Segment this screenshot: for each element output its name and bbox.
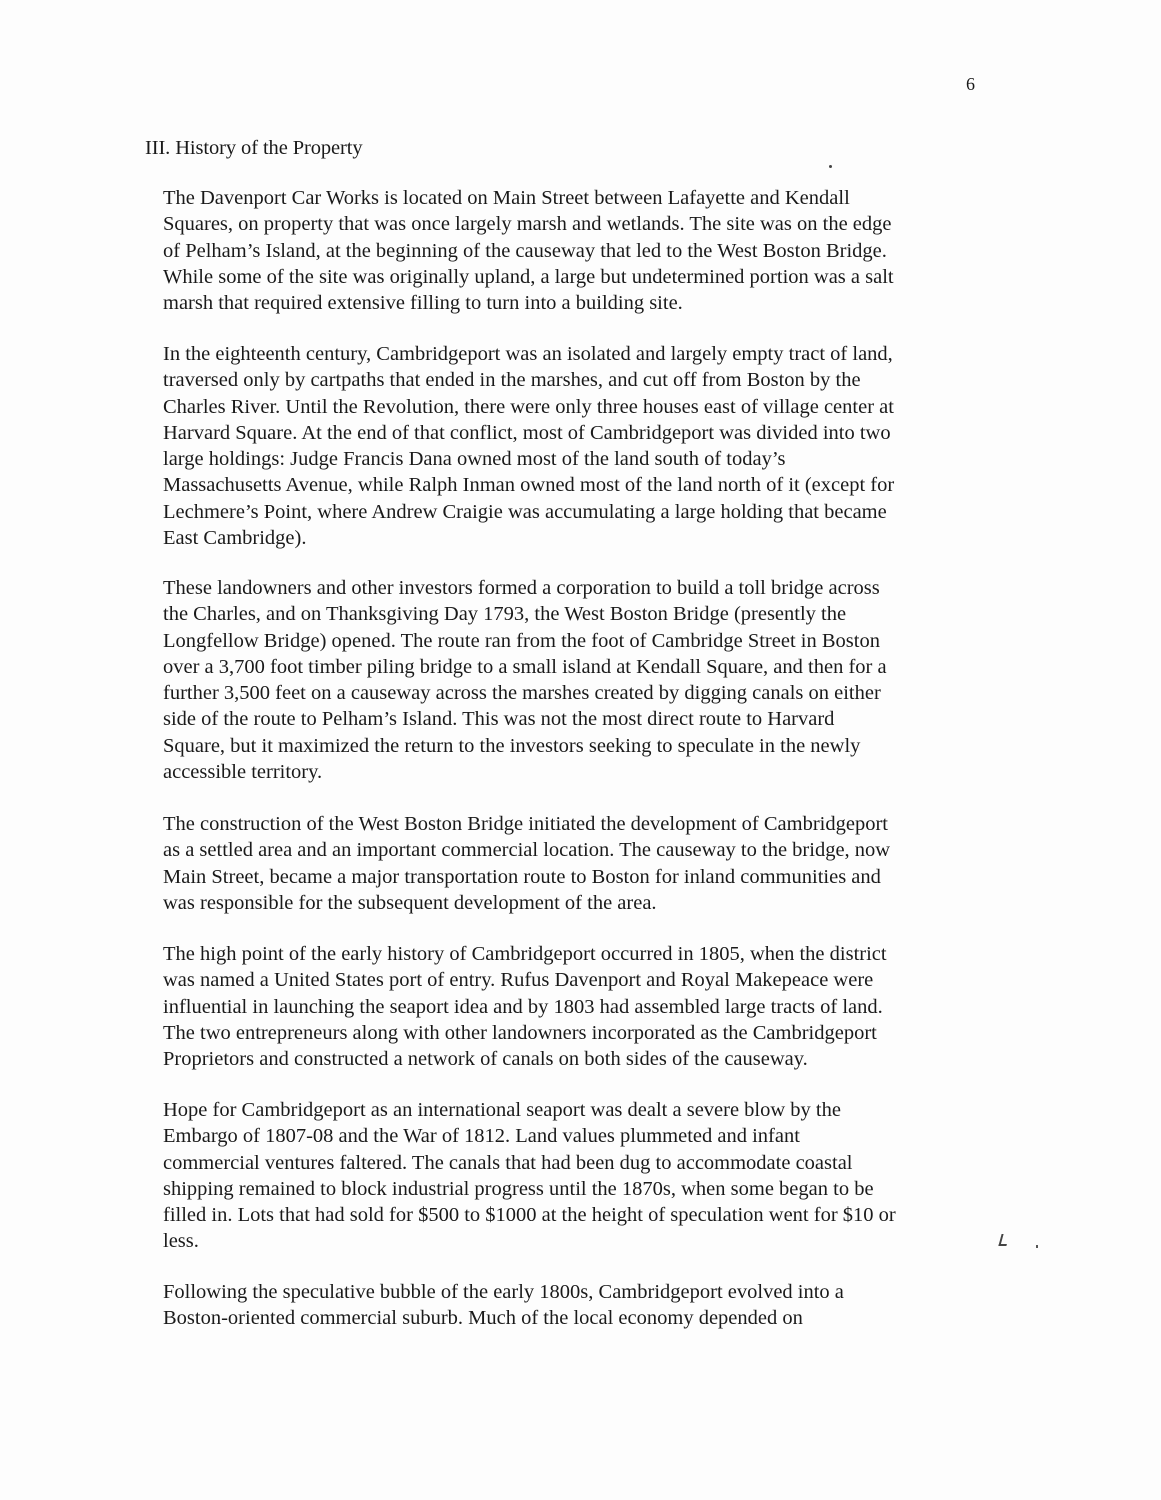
text-line: accessible territory. (163, 761, 323, 784)
text-line: Massachusetts Avenue, while Ralph Inman owned most of the land north of it (except for (163, 474, 895, 497)
scan-speck (1036, 1245, 1038, 1248)
text-line: side of the route to Pelham’s Island. This was not the most direct route to Harvard (163, 708, 835, 731)
text-line: Harvard Square. At the end of that conflict, most of Cambridgeport was divided into two (163, 421, 891, 444)
text-line: filled in. Lots that had sold for $500 to $1000 at the height of speculation went for $10 or (163, 1204, 896, 1227)
text-line: The two entrepreneurs along with other landowners incorporated as the Cambridgeport (163, 1021, 877, 1044)
text-line: Square, but it maximized the return to the investors seeking to speculate in the newly (163, 734, 861, 757)
text-line: further 3,500 feet on a causeway across the marshes created by digging canals on either (163, 682, 881, 705)
text-line: shipping remained to block industrial progress until the 1870s, when some began to be (163, 1177, 874, 1200)
paragraph-eighteenth-century (163, 341, 1003, 551)
text-line: marsh that required extensive filling to turn into a building site. (163, 292, 683, 315)
text-line: Longfellow Bridge) opened. The route ran from the foot of Cambridge Street in Boston (163, 629, 880, 652)
text-line: over a 3,700 foot timber piling bridge to a small island at Kendall Square, and then for a (163, 655, 887, 678)
section-heading: III. History of the Property (145, 137, 363, 159)
text-line: of Pelham’s Island, at the beginning of the causeway that led to the West Boston Bridge. (163, 239, 887, 262)
text-line: commercial ventures faltered. The canals that had been dug to accommodate coastal (163, 1151, 853, 1174)
scan-mark (998, 1234, 1009, 1246)
paragraph-port-of-entry (163, 941, 1003, 1072)
text-line: The construction of the West Boston Bridge initiated the development of Cambridgeport (163, 813, 888, 835)
text-line: was named a United States port of entry. Rufus Davenport and Royal Makepeace were (163, 969, 874, 992)
paragraph-west-boston-bridge (163, 575, 1003, 785)
text-line: Lechmere’s Point, where Andrew Craigie was accumulating a large holding that became (163, 500, 887, 523)
text-line: was responsible for the subsequent development of the area. (163, 891, 657, 914)
text-line: These landowners and other investors formed a corporation to build a toll bridge across (163, 577, 880, 599)
paragraph-embargo (163, 1097, 1003, 1255)
text-line: influential in launching the seaport idea and by 1803 had assembled large tracts of land. (163, 995, 883, 1018)
text-line: Following the speculative bubble of the early 1800s, Cambridgeport evolved into a (163, 1281, 844, 1303)
text-line: the Charles, and on Thanksgiving Day 1793, the West Boston Bridge (presently the (163, 603, 847, 626)
text-line: Hope for Cambridgeport as an international seaport was dealt a severe blow by the (163, 1099, 841, 1121)
text-line: The high point of the early history of Cambridgeport occurred in 1805, when the district (163, 943, 887, 965)
scan-speck (829, 165, 832, 168)
text-line: Squares, on property that was once largely marsh and wetlands. The site was on the edge (163, 213, 892, 236)
text-line: Boston-oriented commercial suburb. Much of the local economy depended on (163, 1307, 803, 1330)
text-line: While some of the site was originally upland, a large but undetermined portion was a salt (163, 265, 894, 288)
text-line: Charles River. Until the Revolution, there were only three houses east of village center at (163, 395, 894, 418)
text-line: In the eighteenth century, Cambridgeport was an isolated and largely empty tract of land, (163, 343, 893, 365)
page-number: 6 (966, 74, 975, 94)
text-line: less. (163, 1230, 199, 1253)
paragraph-site-location (163, 185, 1003, 316)
text-line: as a settled area and an important commercial location. The causeway to the bridge, now (163, 839, 891, 862)
text-line: Embargo of 1807-08 and the War of 1812. Land values plummeted and infant (163, 1125, 800, 1148)
paragraph-commercial-suburb (163, 1279, 1003, 1332)
text-line: Proprietors and constructed a network of canals on both sides of the causeway. (163, 1048, 808, 1071)
text-line: large holdings: Judge Francis Dana owned most of the land south of today’s (163, 448, 786, 471)
text-line: East Cambridge). (163, 527, 307, 550)
text-line: traversed only by cartpaths that ended in the marshes, and cut off from Boston by the (163, 369, 861, 392)
text-line: The Davenport Car Works is located on Main Street between Lafayette and Kendall (163, 187, 850, 209)
text-line: Main Street, became a major transportation route to Boston for inland communities and (163, 865, 881, 888)
paragraph-bridge-development (163, 811, 1003, 916)
